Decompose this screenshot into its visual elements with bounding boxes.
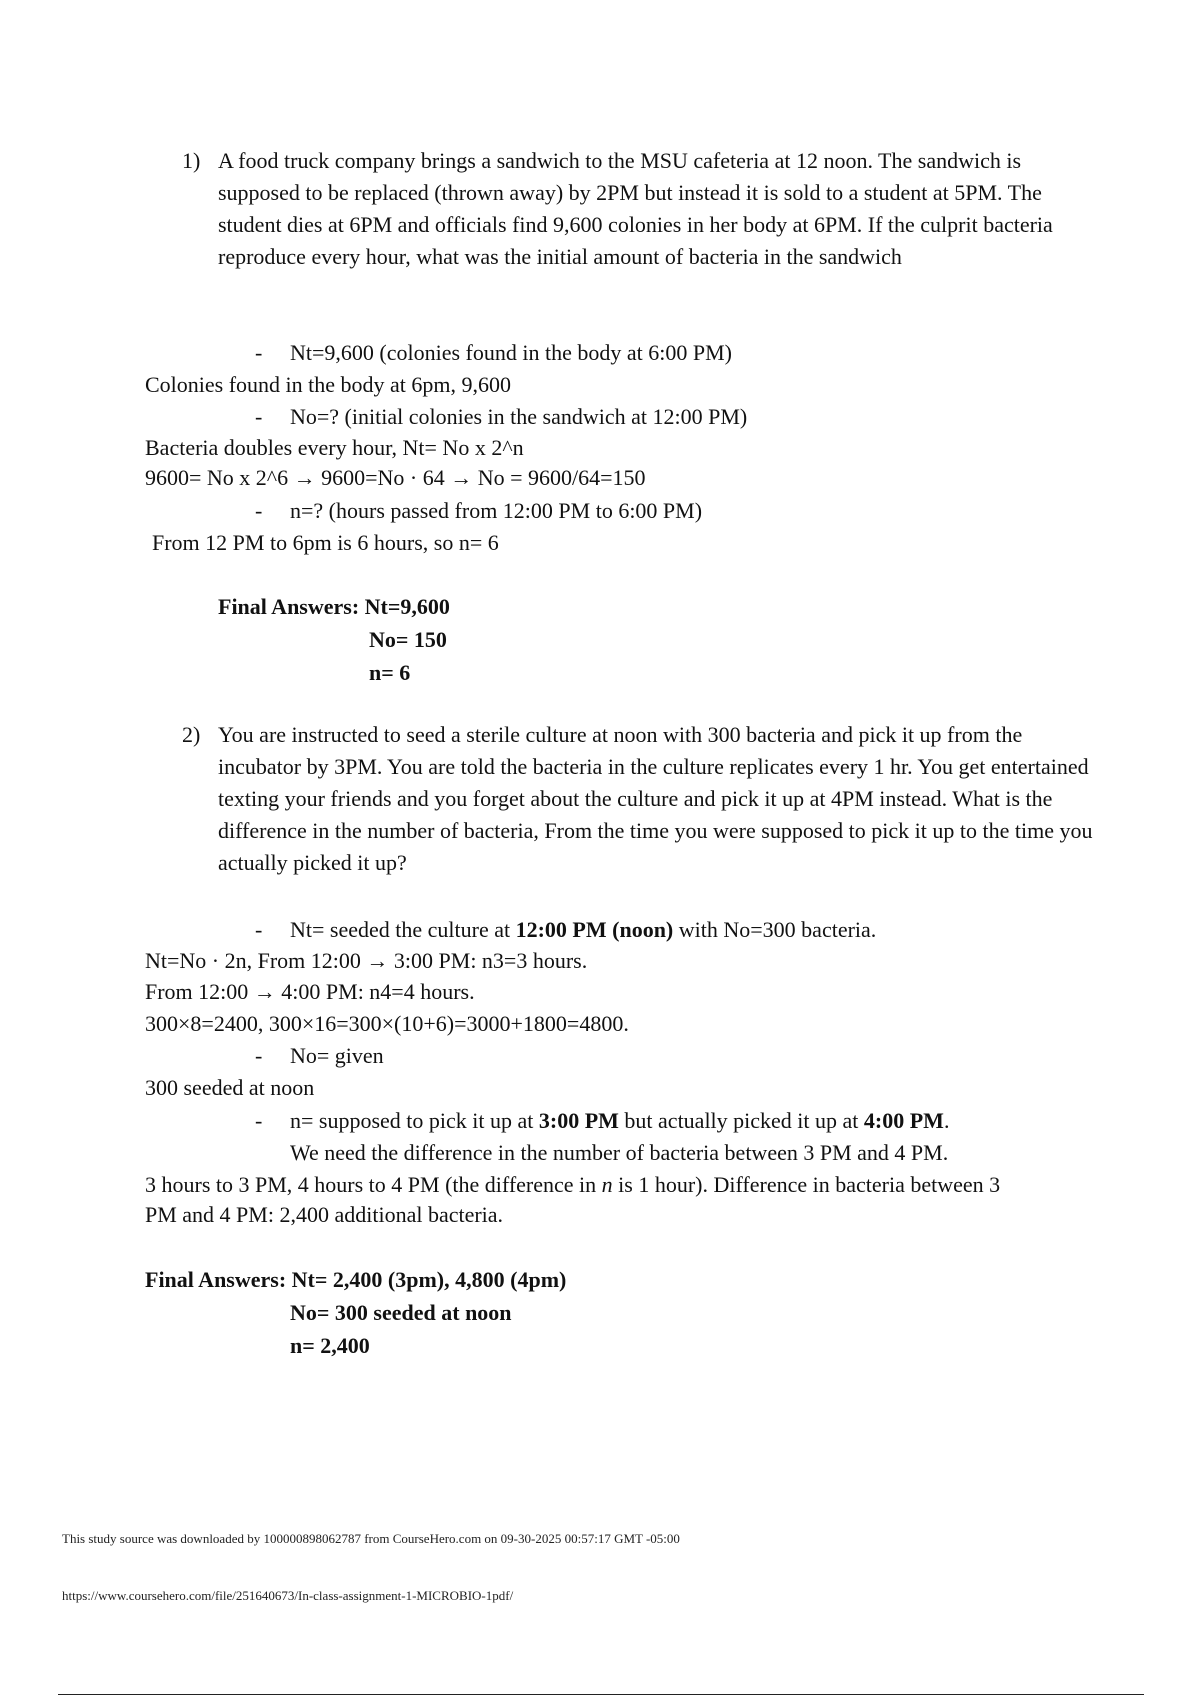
q1-bullet-no: No=? (initial colonies in the sandwich at 12:00 PM): [290, 404, 748, 429]
bullet-marker: -: [255, 498, 263, 523]
bullet-marker: -: [255, 1043, 263, 1068]
question-1-number: 1): [182, 148, 201, 173]
q2-formula-line: Nt=No · 2n, From 12:00 → 3:00 PM: n3=3 hours.: [145, 948, 588, 973]
q2-seeded-line: 300 seeded at noon: [145, 1075, 315, 1100]
source-url[interactable]: https://www.coursehero.com/file/251640673/In-class-assignment-1-MICROBIO-1pdf/: [62, 1588, 514, 1603]
q1-bullet-n: n=? (hours passed from 12:00 PM to 6:00 PM): [290, 498, 703, 523]
footer-divider: [58, 1694, 1144, 1695]
bullet-marker: -: [255, 404, 263, 429]
q1-final-no: No= 150: [369, 627, 447, 652]
q2-final-n: n= 2,400: [290, 1333, 370, 1358]
q1-calc-line: 9600= No x 2^6 → 9600=No · 64 → No = 9600/64=150: [145, 465, 646, 490]
bullet-marker: -: [255, 1108, 263, 1133]
q2-bullet-n: n= supposed to pick it up at 3:00 PM but actually picked it up at 4:00 PM.: [290, 1108, 950, 1133]
q2-difference-line-1: 3 hours to 3 PM, 4 hours to 4 PM (the difference in n is 1 hour). Difference in bacteria between 3: [145, 1172, 1001, 1197]
q2-final-no: No= 300 seeded at noon: [290, 1300, 512, 1325]
q2-bullet-n-continued: We need the difference in the number of bacteria between 3 PM and 4 PM.: [290, 1140, 949, 1165]
q1-final-n: n= 6: [369, 660, 411, 685]
bullet-marker: -: [255, 340, 263, 365]
q2-final-answers: Final Answers: Nt= 2,400 (3pm), 4,800 (4pm): [145, 1267, 567, 1292]
q1-doubles-line: Bacteria doubles every hour, Nt= No x 2^n: [145, 435, 524, 460]
q1-bullet-nt: Nt=9,600 (colonies found in the body at 6:00 PM): [290, 340, 732, 365]
q2-bullet-nt: Nt= seeded the culture at 12:00 PM (noon) with No=300 bacteria.: [290, 917, 877, 942]
q2-from4-line: From 12:00 → 4:00 PM: n4=4 hours.: [145, 979, 475, 1004]
question-2-text: You are instructed to seed a sterile culture at noon with 300 bacteria and pick it up from the incubator by 3PM. You are told the bacteria in the culture replicates every 1 hr. You get entertained texting your friends and you forget about the culture and pick it up at 4PM instead. What is the difference in the number of bacteria, From the time you were supposed to pick it up to the time you actually picked it up?: [218, 722, 1093, 875]
question-2-number: 2): [182, 722, 201, 747]
q1-final-answers: Final Answers: Nt=9,600: [218, 594, 450, 619]
q2-bullet-no: No= given: [290, 1043, 384, 1068]
q2-calc-line: 300×8=2400, 300×16=300×(10+6)=3000+1800=4800.: [145, 1011, 629, 1036]
q1-colonies-line: Colonies found in the body at 6pm, 9,600: [145, 372, 512, 397]
question-1-text: A food truck company brings a sandwich to the MSU cafeteria at 12 noon. The sandwich is supposed to be replaced (thrown away) by 2PM but instead it is sold to a student at 5PM. The student dies at 6PM and officials find 9,600 colonies in her body at 6PM. If the culprit bacteria reproduce every hour, what was the initial amount of bacteria in the sandwich: [218, 148, 1053, 269]
q1-hours-line: From 12 PM to 6pm is 6 hours, so n= 6: [152, 530, 499, 555]
q2-difference-line-2: PM and 4 PM: 2,400 additional bacteria.: [145, 1202, 504, 1227]
source-notice: This study source was downloaded by 100000898062787 from CourseHero.com on 09-30-2025 00:57:17 GMT -05:00: [62, 1531, 680, 1546]
bullet-marker: -: [255, 917, 263, 942]
